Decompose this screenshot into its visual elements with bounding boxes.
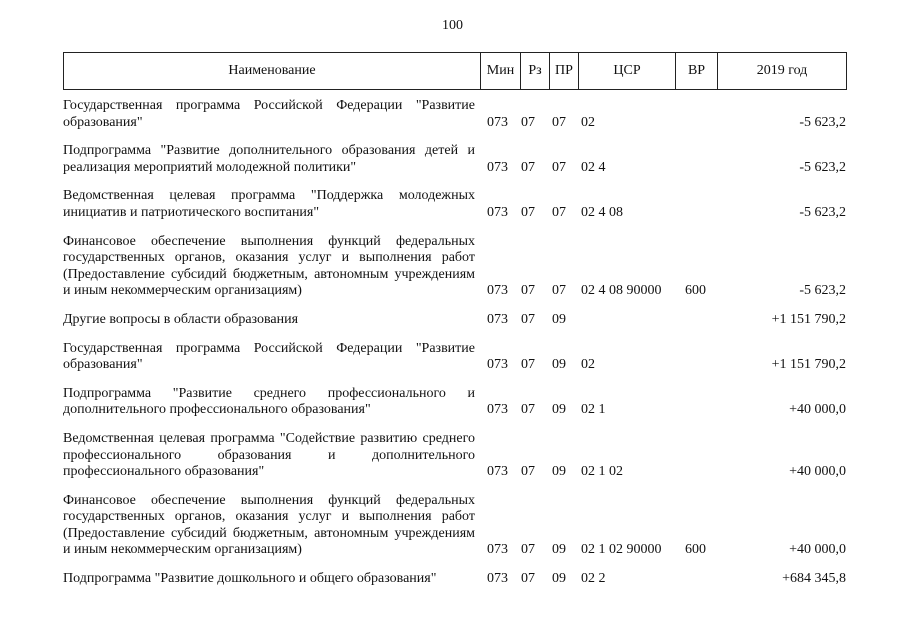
row-pr: 09 (552, 464, 566, 480)
row-amount: +40 000,0 (789, 542, 846, 558)
row-name: Государственная программа Российской Федерации "Развитие образования" (63, 98, 475, 130)
row-name: Ведомственная целевая программа "Поддержка молодежных инициатив и патриотического воспитания" (63, 188, 475, 220)
row-rz: 07 (521, 311, 535, 327)
row-rz: 07 (521, 402, 535, 418)
row-min: 073 (487, 159, 508, 175)
row-name: Подпрограмма "Развитие дошкольного и общего образования" (63, 571, 437, 587)
row-pr: 09 (552, 571, 566, 587)
row-vr: 600 (685, 283, 706, 299)
row-pr: 09 (552, 311, 566, 327)
row-pr: 07 (552, 283, 566, 299)
row-amount: -5 623,2 (799, 159, 846, 175)
row-rz: 07 (521, 204, 535, 220)
row-csr: 02 4 08 90000 (581, 283, 662, 299)
row-pr: 07 (552, 114, 566, 130)
row-amount: -5 623,2 (799, 283, 846, 299)
row-rz: 07 (521, 114, 535, 130)
row-vr: 600 (685, 542, 706, 558)
table-row (63, 571, 846, 588)
row-min: 073 (487, 464, 508, 480)
row-pr: 07 (552, 204, 566, 220)
row-name: Государственная программа Российской Федерации "Развитие образования" (63, 340, 475, 373)
budget-rows (63, 98, 846, 600)
row-rz: 07 (521, 464, 535, 480)
table-row (63, 312, 846, 329)
row-pr: 09 (552, 357, 566, 373)
row-amount: +40 000,0 (789, 464, 846, 480)
row-min: 073 (487, 114, 508, 130)
table-row (63, 98, 846, 131)
row-min: 073 (487, 571, 508, 587)
row-csr: 02 1 (581, 402, 606, 418)
table-row (63, 188, 846, 221)
row-rz: 07 (521, 159, 535, 175)
row-csr: 02 4 08 (581, 204, 623, 220)
header-rz: Рз (521, 53, 550, 90)
row-csr: 02 1 02 90000 (581, 542, 662, 558)
row-amount: +1 151 790,2 (771, 311, 846, 327)
row-name: Финансовое обеспечение выполнения функций федеральных государственных органов, оказания услуг и выполнения работ (Предоставление субсидий бюджетным, автономным учреждениям и иным некоммерческим организациям) (63, 233, 475, 299)
row-amount: +684 345,8 (782, 571, 846, 587)
row-amount: +1 151 790,2 (771, 357, 846, 373)
row-name: Подпрограмма "Развитие дополнительного образования детей и реализация мероприятий молодежной политики" (63, 143, 475, 175)
row-csr: 02 2 (581, 571, 606, 587)
row-name: Ведомственная целевая программа "Содействие развитию среднего профессионального образования и дополнительного профессионального образования" (63, 430, 475, 480)
row-amount: -5 623,2 (799, 204, 846, 220)
header-min: Мин (481, 53, 521, 90)
row-rz: 07 (521, 571, 535, 587)
row-rz: 07 (521, 283, 535, 299)
row-min: 073 (487, 204, 508, 220)
row-min: 073 (487, 402, 508, 418)
table-header (63, 52, 847, 90)
row-amount: -5 623,2 (799, 114, 846, 130)
row-csr: 02 1 02 (581, 464, 623, 480)
row-min: 073 (487, 542, 508, 558)
page-number: 100 (442, 18, 463, 33)
row-rz: 07 (521, 542, 535, 558)
header-csr: ЦСР (579, 53, 676, 90)
row-min: 073 (487, 311, 508, 327)
row-rz: 07 (521, 357, 535, 373)
header-vr: ВР (676, 53, 718, 90)
row-min: 073 (487, 283, 508, 299)
row-csr: 02 4 (581, 159, 606, 175)
table-row (63, 341, 846, 374)
table-row (63, 234, 846, 300)
header-name: Наименование (64, 53, 481, 90)
row-min: 073 (487, 357, 508, 373)
row-amount: +40 000,0 (789, 402, 846, 418)
row-name: Финансовое обеспечение выполнения функций федеральных государственных органов, оказания услуг и выполнения работ (Предоставление субсидий бюджетным, автономным учреждениям и иным некоммерческим организациям) (63, 492, 475, 558)
header-pr: ПР (550, 53, 579, 90)
row-csr: 02 (581, 357, 595, 373)
row-pr: 09 (552, 402, 566, 418)
row-name: Подпрограмма "Развитие среднего профессионального и дополнительного профессионального образования" (63, 385, 475, 418)
table-row (63, 493, 846, 559)
row-pr: 07 (552, 159, 566, 175)
table-row (63, 143, 846, 176)
table-row (63, 431, 846, 481)
row-pr: 09 (552, 542, 566, 558)
header-year: 2019 год (718, 53, 847, 90)
row-name: Другие вопросы в области образования (63, 311, 299, 327)
table-row (63, 386, 846, 419)
row-csr: 02 (581, 114, 595, 130)
